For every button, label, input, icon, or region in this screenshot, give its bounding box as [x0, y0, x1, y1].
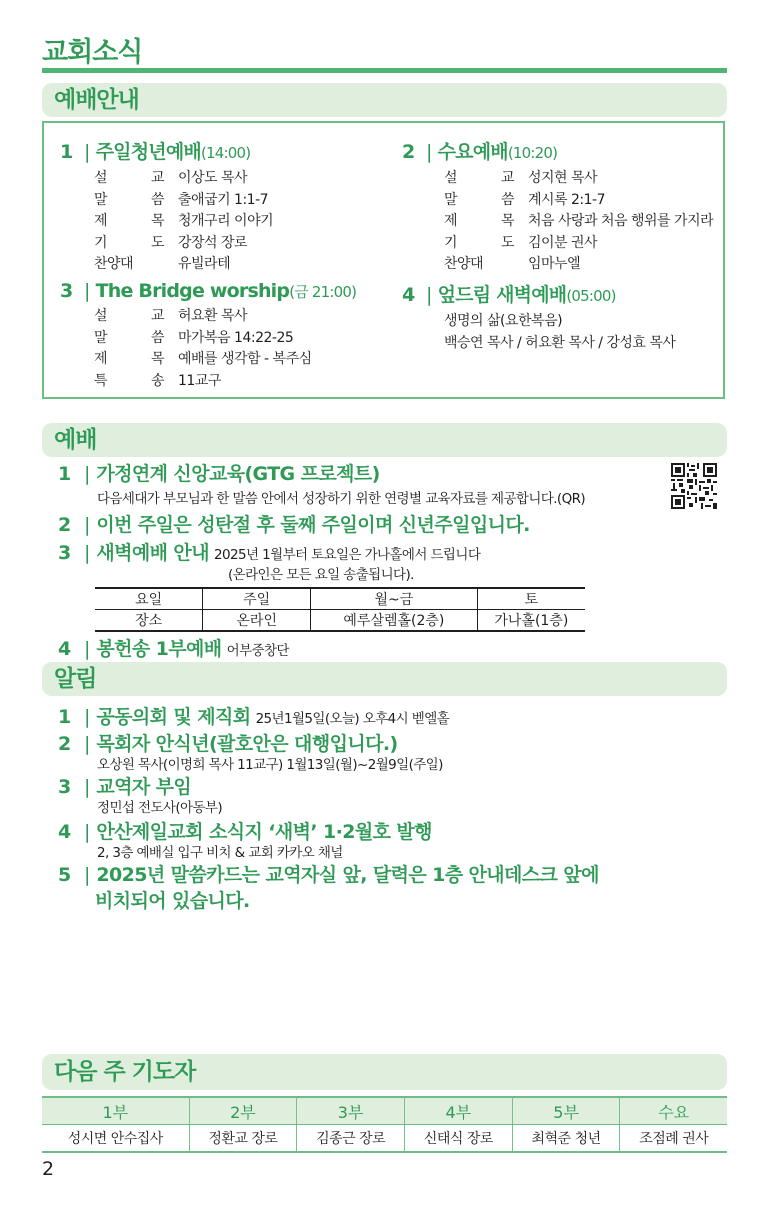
- row-value: 마가복음 14:22-25: [178, 329, 294, 346]
- notice-item-2: 2 | 목회자 안식년(괄호안은 대행입니다.): [58, 733, 398, 755]
- table-cell: 2부: [189, 1097, 297, 1125]
- item-number: 3: [58, 776, 72, 798]
- item-heading: 이번 주일은 성탄절 후 둘째 주일이며 신년주일입니다.: [96, 514, 530, 536]
- row-value: 김이분 권사: [528, 234, 598, 251]
- row-label: 특 송: [94, 372, 164, 389]
- row-label: 설 교: [94, 308, 164, 324]
- worship-item-1: 1 | 가정연계 신앙교육(GTG 프로젝트): [58, 463, 380, 485]
- title-rule: [42, 68, 727, 73]
- table-header-row: [42, 1097, 727, 1125]
- item-heading: 목회자 안식년(괄호안은 대행입니다.): [96, 733, 398, 755]
- item-number: 4: [58, 638, 72, 660]
- row-value: 이상도 목사: [178, 170, 248, 186]
- row-value: 출애굽기 1:1-7: [178, 191, 269, 208]
- item-heading: 가정연계 신앙교육(GTG 프로젝트): [96, 463, 380, 485]
- service-name: The Bridge worship: [95, 280, 290, 302]
- prayer-section-title: 다음 주 기도자: [54, 1059, 196, 1085]
- table-header-row: [95, 588, 585, 610]
- notice-item-2-sub: 오상원 목사(이명희 목사 11교구) 1월13일(월)~2월9일(주일): [97, 757, 443, 773]
- table-cell: 4부: [404, 1097, 512, 1125]
- notice-section-title: 알림: [54, 666, 97, 692]
- item-number: 2: [58, 514, 72, 536]
- table-cell: 성시면 안수집사: [42, 1125, 189, 1153]
- service-row: [94, 211, 273, 233]
- row-value: 유빌라테: [178, 256, 231, 272]
- item-number: 2: [58, 733, 72, 755]
- row-label: 설 교: [444, 170, 514, 186]
- item-heading: 봉헌송 1부예배: [96, 638, 222, 660]
- table-cell: 김종근 장로: [297, 1125, 405, 1153]
- item-heading: 안산제일교회 소식지 ‘새벽’ 1·2월호 발행: [96, 821, 432, 843]
- table-cell: 조점례 권사: [620, 1125, 727, 1153]
- service-time: (05:00): [566, 287, 616, 305]
- notice-item-3: 3 | 교역자 부임: [58, 776, 192, 798]
- row-label: 말 씀: [94, 329, 164, 346]
- item-number: 1: [58, 706, 72, 728]
- table-cell: 최혁준 청년: [512, 1125, 620, 1153]
- services-section-title: 예배안내: [54, 87, 139, 113]
- service-row: [94, 168, 273, 190]
- service-line: 생명의 삶(요한복음): [444, 313, 563, 329]
- row-label: 제 목: [94, 213, 164, 229]
- row-value: 청개구리 이야기: [178, 213, 274, 229]
- service-row: [444, 168, 713, 190]
- table-cell: 예루살렘홀(2층): [311, 610, 478, 632]
- row-label: 말 씀: [94, 191, 164, 208]
- page-number: 2: [42, 1158, 55, 1180]
- item-number: 5: [58, 864, 72, 886]
- worship-item-1-sub: 다음세대가 부모님과 한 말씀 안에서 성장하기 위한 연령별 교육자료를 제공합니다.(QR): [97, 491, 586, 507]
- service-row: [94, 371, 356, 393]
- service-3: 3 | The Bridge worship(금 21:00) 설 교 허요환 목사 말 씀 마가복음 14:22-25 제 목 예배를 생각함 - 복주심 특 송 11교구: [60, 280, 356, 392]
- service-row: [444, 190, 713, 212]
- item-detail: 25년1월5일(오늘) 오후4시 벧엘홀: [255, 711, 450, 727]
- service-row: [94, 233, 273, 255]
- row-label: 찬양대: [444, 256, 484, 272]
- notice-item-4: 4 | 안산제일교회 소식지 ‘새벽’ 1·2월호 발행: [58, 821, 432, 843]
- row-value: 허요환 목사: [178, 308, 248, 324]
- item-detail: 2025년 1월부터 토요일은 가나홀에서 드립니다: [214, 547, 481, 563]
- table-cell: 월~금: [311, 588, 478, 610]
- prayer-table: [42, 1096, 727, 1153]
- table-cell: 온라인: [203, 610, 311, 632]
- service-time: (금 21:00): [289, 283, 357, 301]
- table-cell: 토: [477, 588, 585, 610]
- row-value: 예배를 생각함 - 복주심: [178, 351, 312, 367]
- service-2: 2 | 수요예배(10:20) 설 교 성지현 목사 말 씀 계시록 2:1-7 제 목 처음 사랑과 처음 행위를 가지라 기 도 김이분 권사 찬양대 임마누엘: [402, 137, 713, 276]
- service-row: [94, 349, 356, 371]
- row-label: 말 씀: [444, 191, 514, 208]
- row-value: 강장석 장로: [178, 234, 248, 251]
- table-cell: 1부: [42, 1097, 189, 1125]
- item-heading: 새벽예배 안내: [96, 542, 209, 564]
- worship-section-header: [42, 423, 727, 457]
- service-line: 백승연 목사 / 허요환 목사 / 강성효 목사: [444, 334, 676, 351]
- notice-item-3-sub: 정민섭 전도사(아동부): [97, 800, 222, 816]
- item-heading: 교역자 부임: [96, 776, 192, 798]
- table-cell: 요일: [95, 588, 203, 610]
- services-box: [42, 121, 725, 399]
- services-section-header: [42, 83, 727, 117]
- service-number: 4: [402, 284, 415, 306]
- service-name: 엎드림 새벽예배: [437, 284, 567, 306]
- item-heading: 2025년 말씀카드는 교역자실 앞, 달력은 1층 안내데스크 앞에: [96, 864, 599, 886]
- service-row: [94, 328, 356, 350]
- table-cell: 신태식 장로: [404, 1125, 512, 1153]
- row-value: 11교구: [178, 372, 221, 389]
- table-row: [95, 610, 585, 632]
- row-label: 찬양대: [94, 256, 134, 272]
- item-detail: 어부중창단: [226, 643, 289, 659]
- service-row: [94, 254, 273, 276]
- notice-item-5: 5 | 2025년 말씀카드는 교역자실 앞, 달력은 1층 안내데스크 앞에: [58, 864, 599, 886]
- page-title: 교회소식: [42, 37, 143, 68]
- row-value: 임마누엘: [528, 256, 581, 272]
- service-number: 2: [402, 141, 415, 163]
- row-label: 기 도: [94, 234, 164, 251]
- item-heading-continued: 비치되어 있습니다.: [95, 890, 250, 912]
- row-label: 기 도: [444, 234, 514, 251]
- item-heading: 공동의회 및 제직회: [96, 706, 251, 728]
- service-row: [94, 306, 356, 328]
- service-row: [444, 211, 713, 233]
- row-label: 설 교: [94, 170, 164, 186]
- table-cell: 3부: [297, 1097, 405, 1125]
- table-cell: 장소: [95, 610, 203, 632]
- service-row: [94, 190, 273, 212]
- row-label: 제 목: [444, 213, 514, 229]
- notice-item-1: 1 | 공동의회 및 제직회 25년1월5일(오늘) 오후4시 벧엘홀: [58, 706, 450, 728]
- item-number: 1: [58, 463, 72, 485]
- service-1: 1 | 주일청년예배(14:00) 설 교 이상도 목사 말 씀 출애굽기 1:1-7 제 목 청개구리 이야기 기 도 강장석 장로 찬양대 유빌라테: [60, 137, 273, 276]
- row-label: 제 목: [94, 351, 164, 367]
- row-value: 처음 사랑과 처음 행위를 가지라: [528, 213, 714, 229]
- table-cell: 가나홀(1층): [477, 610, 585, 632]
- table-cell: 5부: [512, 1097, 620, 1125]
- service-time: (10:20): [507, 144, 558, 162]
- table-cell: 주일: [203, 588, 311, 610]
- service-row: [444, 254, 713, 276]
- service-number: 1: [60, 141, 73, 163]
- service-name: 수요예배: [437, 141, 508, 163]
- worship-item-3: 3 | 새벽예배 안내 2025년 1월부터 토요일은 가나홀에서 드립니다: [58, 542, 481, 564]
- dawn-service-table: [95, 587, 585, 632]
- qr-code-icon[interactable]: [671, 463, 717, 509]
- notice-item-5-continued: [95, 886, 250, 913]
- table-cell: 수요: [620, 1097, 727, 1125]
- service-time: (14:00): [200, 144, 251, 162]
- service-row: [444, 233, 713, 255]
- table-cell: 정환교 장로: [189, 1125, 297, 1153]
- notice-item-4-sub: 2, 3층 예배실 입구 비치 & 교회 카카오 채널: [97, 845, 343, 861]
- row-value: 성지현 목사: [528, 170, 598, 186]
- service-4: 4 | 엎드림 새벽예배(05:00) 생명의 삶(요한복음) 백승연 목사 / 허요환 목사 / 강성효 목사: [402, 280, 675, 354]
- table-row: [42, 1125, 727, 1153]
- service-name: 주일청년예배: [95, 141, 201, 163]
- worship-item-3-sub: (온라인은 모든 요일 송출됩니다).: [228, 567, 414, 583]
- item-number: 4: [58, 821, 72, 843]
- row-value: 계시록 2:1-7: [528, 191, 606, 208]
- service-number: 3: [60, 280, 73, 302]
- worship-item-2: 2 | 이번 주일은 성탄절 후 둘째 주일이며 신년주일입니다.: [58, 514, 530, 536]
- prayer-section-header: [42, 1054, 727, 1090]
- item-number: 3: [58, 542, 72, 564]
- worship-item-4: 4 | 봉헌송 1부예배 어부중창단: [58, 638, 289, 660]
- notice-section-header: [42, 662, 727, 696]
- worship-section-title: 예배: [54, 427, 97, 453]
